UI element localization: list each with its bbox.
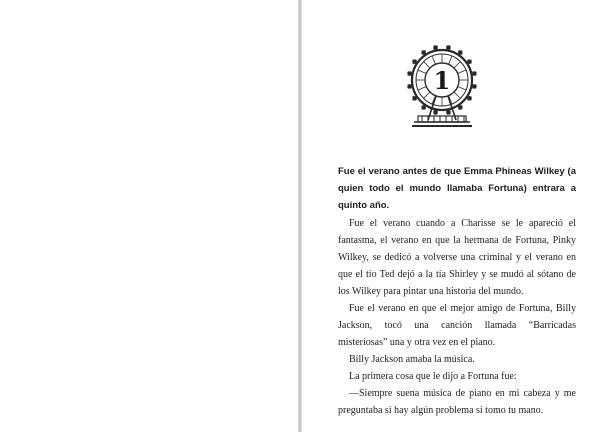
- body-paragraph: La primera cosa que le dijo a Fortuna fue:: [349, 371, 517, 382]
- body-paragraph: Fue el verano en que el mejor amigo de Fortuna, Billy Jackson, tocó una canción llamada “Barricadas misteriosas” una y otra vez en el piano.: [338, 303, 576, 348]
- body-paragraph: Fue el verano cuando a Charisse se le apareció el fantasma, el verano en que la hermana de Fortuna, Pinky Wilkey, se dedicó a volverse una criminal y el verano en que el tío Ted dejó a la tía Shirley y se mudó al sótano de los Wilkey para pintar una historia del mundo.: [338, 218, 576, 297]
- right-page: [302, 0, 600, 432]
- body-paragraph: Billy Jackson amaba la música.: [349, 354, 475, 365]
- chapter-text: [338, 163, 576, 419]
- left-page-blank: [0, 0, 298, 432]
- dialogue-paragraph: —Siempre suena música de piano en mi cabeza y me preguntaba si hay algún problema si tomo tu mano.: [338, 388, 576, 416]
- opening-paragraph: Fue el verano antes de que Emma Phineas Wilkey (a quien todo el mundo llamaba Fortuna) entrara a quinto año.: [338, 166, 576, 211]
- chapter-number: 1: [433, 66, 451, 95]
